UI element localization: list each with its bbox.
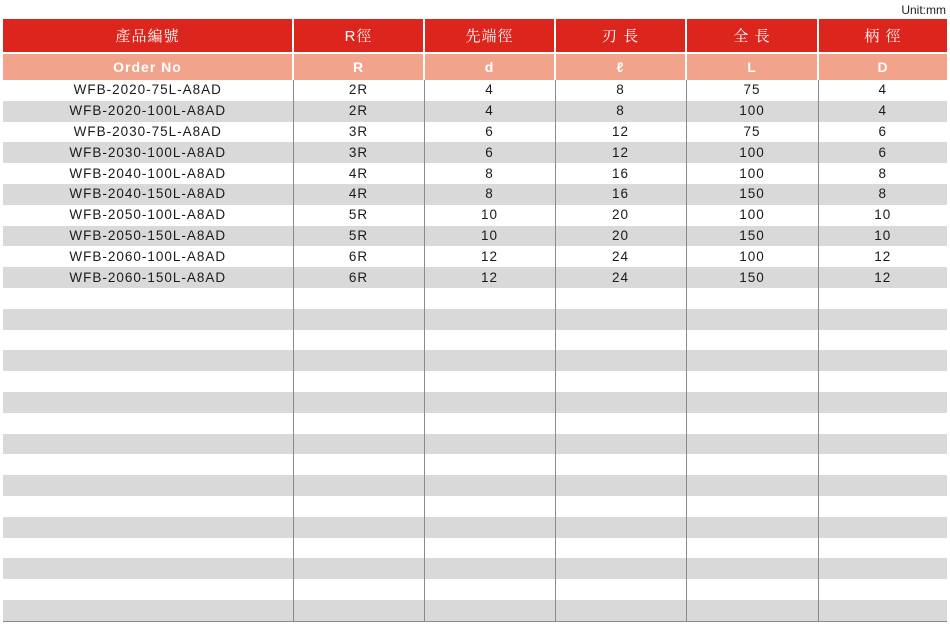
table-row <box>3 80 947 101</box>
cell-l-small: 24 <box>555 246 686 267</box>
cell-order-no: WFB-2050-100L-A8AD <box>69 207 227 223</box>
cell-order-no: WFB-2060-150L-A8AD <box>3 267 293 288</box>
header-shank-diameter: 柄 徑 <box>818 19 947 53</box>
cell-l-large: 150 <box>686 226 818 247</box>
cell-d-small: 12 <box>424 267 555 288</box>
empty-cell <box>3 579 293 600</box>
empty-cell <box>818 413 947 434</box>
empty-row <box>3 350 947 371</box>
empty-cell <box>293 330 424 351</box>
empty-cell <box>3 434 293 455</box>
empty-cell <box>293 392 424 413</box>
table-row <box>3 246 947 267</box>
empty-cell <box>818 309 947 330</box>
empty-cell <box>686 579 818 600</box>
empty-cell <box>3 413 293 434</box>
empty-cell <box>424 392 555 413</box>
empty-cell <box>555 517 686 538</box>
cell-l-small: 12 <box>555 142 686 163</box>
empty-row <box>3 496 947 517</box>
empty-cell <box>3 330 293 351</box>
empty-cell <box>555 579 686 600</box>
empty-cell <box>818 350 947 371</box>
cell-order-no: WFB-2020-75L-A8AD <box>73 82 222 98</box>
cell-r: 2R <box>293 101 424 122</box>
table-row <box>3 184 947 205</box>
header-tip-diameter: 先端徑 <box>424 19 555 53</box>
empty-cell <box>818 475 947 496</box>
header-d-small: d <box>424 53 555 80</box>
empty-cell <box>3 454 293 475</box>
empty-cell <box>424 434 555 455</box>
cell-d-large: 4 <box>818 101 947 122</box>
empty-cell <box>686 558 818 579</box>
empty-cell <box>3 475 293 496</box>
cell-d-small: 12 <box>424 246 555 267</box>
cell-order-no: WFB-2040-150L-A8AD <box>3 184 293 205</box>
empty-cell <box>424 330 555 351</box>
empty-cell <box>686 517 818 538</box>
empty-cell <box>293 350 424 371</box>
empty-cell <box>3 600 293 621</box>
empty-cell <box>818 288 947 309</box>
empty-cell <box>424 538 555 559</box>
cell-l-large: 75 <box>686 80 818 101</box>
empty-cell <box>3 392 293 413</box>
empty-cell <box>686 350 818 371</box>
empty-cell <box>818 558 947 579</box>
empty-cell <box>424 579 555 600</box>
table-row <box>3 163 947 184</box>
empty-cell <box>424 517 555 538</box>
empty-row <box>3 517 947 538</box>
cell-d-small: 10 <box>424 226 555 247</box>
empty-row <box>3 371 947 392</box>
empty-cell <box>3 517 293 538</box>
cell-r: 3R <box>293 142 424 163</box>
cell-order-no: WFB-2030-100L-A8AD <box>3 142 293 163</box>
empty-cell <box>686 434 818 455</box>
empty-cell <box>424 600 555 621</box>
table-body <box>3 80 947 621</box>
empty-cell <box>293 475 424 496</box>
empty-cell <box>424 371 555 392</box>
cell-order-no: WFB-2030-75L-A8AD <box>73 123 222 139</box>
cell-r: 4R <box>293 184 424 205</box>
table-row <box>3 267 947 288</box>
empty-cell <box>424 496 555 517</box>
empty-row <box>3 330 947 351</box>
empty-cell <box>818 496 947 517</box>
empty-cell <box>3 371 293 392</box>
empty-cell <box>555 434 686 455</box>
empty-cell <box>686 475 818 496</box>
header-overall-length: 全 長 <box>686 19 818 53</box>
empty-cell <box>818 454 947 475</box>
cell-order-no: WFB-2020-100L-A8AD <box>3 101 293 122</box>
header-d-large: D <box>818 53 947 80</box>
empty-cell <box>293 309 424 330</box>
empty-row <box>3 392 947 413</box>
empty-row <box>3 558 947 579</box>
empty-cell <box>293 454 424 475</box>
empty-cell <box>686 496 818 517</box>
empty-cell <box>555 496 686 517</box>
table-row <box>3 205 947 226</box>
header-order-no: Order No <box>3 53 293 80</box>
empty-cell <box>293 371 424 392</box>
empty-cell <box>424 558 555 579</box>
cell-l-large: 150 <box>686 267 818 288</box>
header-l-small: ℓ <box>555 53 686 80</box>
empty-row <box>3 309 947 330</box>
cell-d-small: 6 <box>424 122 555 143</box>
cell-d-large: 12 <box>818 246 947 267</box>
empty-cell <box>555 330 686 351</box>
cell-d-small: 10 <box>424 205 555 226</box>
cell-l-large: 100 <box>686 163 818 184</box>
empty-cell <box>3 309 293 330</box>
empty-cell <box>3 350 293 371</box>
empty-cell <box>818 538 947 559</box>
empty-cell <box>293 600 424 621</box>
empty-cell <box>686 309 818 330</box>
empty-cell <box>686 288 818 309</box>
table-row <box>3 122 947 143</box>
empty-cell <box>818 600 947 621</box>
empty-cell <box>293 288 424 309</box>
cell-d-large: 10 <box>818 226 947 247</box>
cell-d-large: 8 <box>818 184 947 205</box>
spec-table <box>3 19 947 622</box>
cell-l-large: 100 <box>686 101 818 122</box>
empty-cell <box>686 454 818 475</box>
empty-cell <box>686 413 818 434</box>
empty-cell <box>293 558 424 579</box>
cell-d-large: 4 <box>818 80 947 101</box>
empty-cell <box>293 579 424 600</box>
cell-d-small: 8 <box>424 163 555 184</box>
empty-cell <box>293 517 424 538</box>
cell-l-large: 100 <box>686 205 818 226</box>
cell-l-small: 12 <box>555 122 686 143</box>
cell-d-large: 12 <box>818 267 947 288</box>
empty-cell <box>293 434 424 455</box>
empty-row <box>3 600 947 621</box>
empty-row <box>3 413 947 434</box>
cell-l-large: 75 <box>686 122 818 143</box>
empty-cell <box>555 538 686 559</box>
empty-cell <box>3 496 293 517</box>
empty-cell <box>818 371 947 392</box>
cell-order-no: WFB-2040-100L-A8AD <box>69 165 227 181</box>
empty-row <box>3 579 947 600</box>
cell-r: 5R <box>293 226 424 247</box>
cell-order-no: WFB-2060-100L-A8AD <box>69 248 227 264</box>
empty-cell <box>555 454 686 475</box>
cell-r: 4R <box>293 163 424 184</box>
cell-l-small: 16 <box>555 184 686 205</box>
empty-cell <box>686 392 818 413</box>
cell-l-small: 20 <box>555 205 686 226</box>
empty-cell <box>424 413 555 434</box>
empty-cell <box>818 330 947 351</box>
empty-row <box>3 454 947 475</box>
empty-row <box>3 434 947 455</box>
empty-cell <box>555 558 686 579</box>
empty-cell <box>424 309 555 330</box>
cell-l-small: 20 <box>555 226 686 247</box>
empty-cell <box>3 538 293 559</box>
empty-cell <box>686 600 818 621</box>
empty-row <box>3 288 947 309</box>
cell-l-small: 8 <box>555 101 686 122</box>
cell-d-large: 8 <box>818 163 947 184</box>
empty-cell <box>555 350 686 371</box>
empty-cell <box>555 309 686 330</box>
empty-cell <box>555 413 686 434</box>
cell-d-small: 4 <box>424 101 555 122</box>
empty-cell <box>555 600 686 621</box>
empty-row <box>3 538 947 559</box>
cell-d-small: 4 <box>424 80 555 101</box>
empty-cell <box>818 517 947 538</box>
header-row-chinese <box>3 19 947 53</box>
table-row <box>3 226 947 247</box>
empty-cell <box>818 434 947 455</box>
table-row <box>3 101 947 122</box>
cell-d-large: 10 <box>818 205 947 226</box>
empty-cell <box>555 288 686 309</box>
cell-l-small: 16 <box>555 163 686 184</box>
cell-l-large: 100 <box>686 246 818 267</box>
header-l-large: L <box>686 53 818 80</box>
empty-cell <box>818 579 947 600</box>
empty-cell <box>686 330 818 351</box>
empty-cell <box>555 392 686 413</box>
empty-cell <box>3 558 293 579</box>
header-flute-length: 刃 長 <box>555 19 686 53</box>
empty-cell <box>293 413 424 434</box>
cell-d-small: 6 <box>424 142 555 163</box>
cell-order-no: WFB-2050-150L-A8AD <box>3 226 293 247</box>
header-row-english <box>3 53 947 80</box>
empty-cell <box>555 475 686 496</box>
empty-cell <box>424 350 555 371</box>
cell-r: 2R <box>293 80 424 101</box>
cell-l-small: 8 <box>555 80 686 101</box>
empty-cell <box>3 288 293 309</box>
header-r: R <box>293 53 424 80</box>
empty-cell <box>424 288 555 309</box>
unit-label: Unit:mm <box>901 3 946 17</box>
header-r-diameter: R徑 <box>293 19 424 53</box>
empty-cell <box>424 475 555 496</box>
empty-cell <box>293 496 424 517</box>
empty-cell <box>818 392 947 413</box>
cell-d-small: 8 <box>424 184 555 205</box>
cell-r: 6R <box>293 267 424 288</box>
cell-r: 6R <box>293 246 424 267</box>
cell-l-large: 100 <box>686 142 818 163</box>
cell-r: 3R <box>293 122 424 143</box>
cell-d-large: 6 <box>818 142 947 163</box>
empty-row <box>3 475 947 496</box>
empty-cell <box>293 538 424 559</box>
table-row <box>3 142 947 163</box>
cell-l-large: 150 <box>686 184 818 205</box>
empty-cell <box>686 538 818 559</box>
header-product-number: 產品編號 <box>3 19 293 53</box>
empty-cell <box>686 371 818 392</box>
cell-r: 5R <box>293 205 424 226</box>
cell-l-small: 24 <box>555 267 686 288</box>
empty-cell <box>424 454 555 475</box>
cell-d-large: 6 <box>818 122 947 143</box>
empty-cell <box>555 371 686 392</box>
